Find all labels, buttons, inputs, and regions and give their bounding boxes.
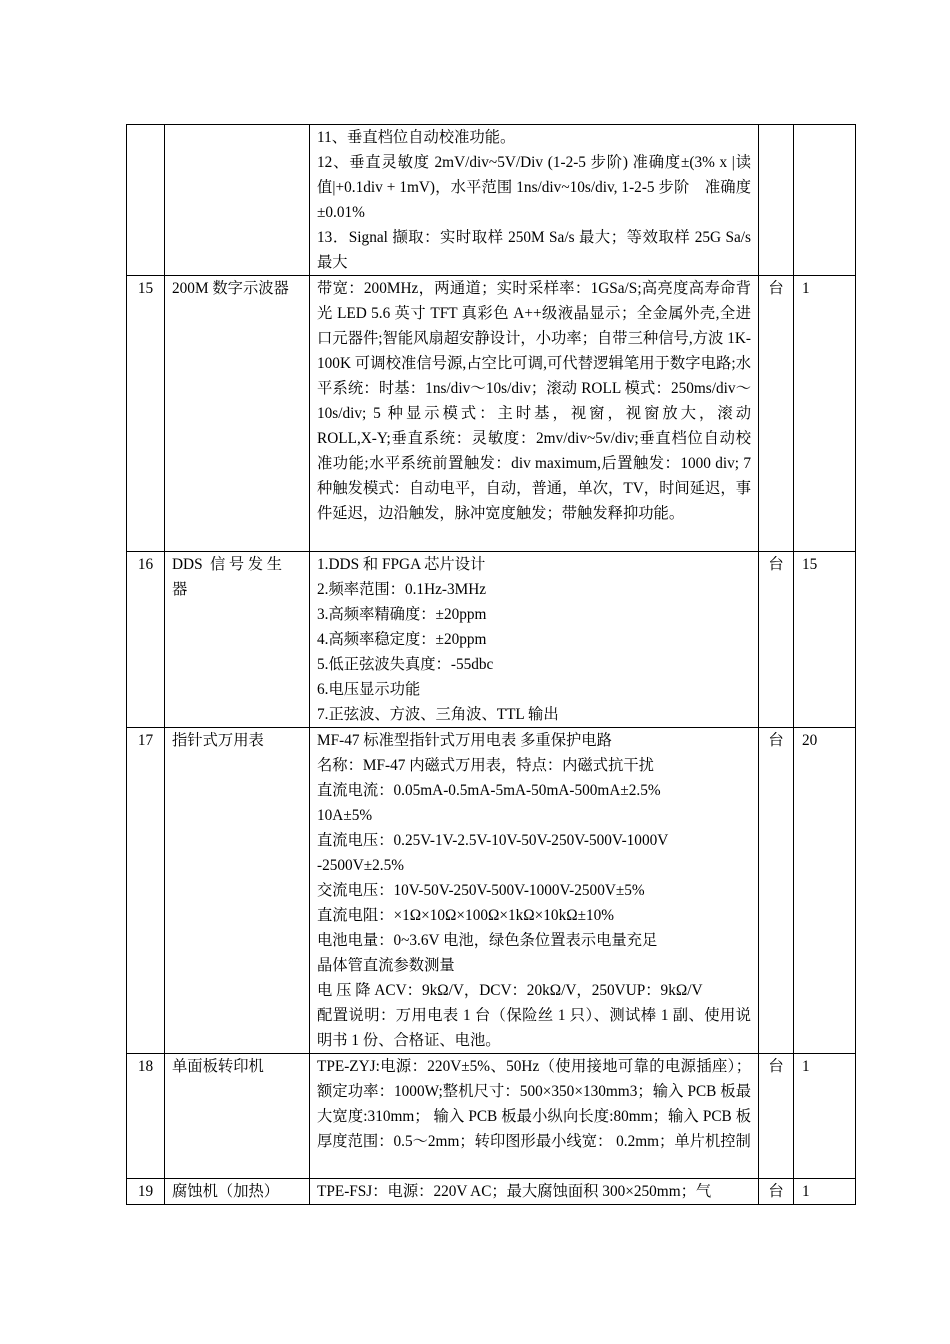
spec-line: 电池电量：0~3.6V 电池，绿色条位置表示电量充足 bbox=[317, 932, 658, 949]
table-row bbox=[127, 1179, 856, 1205]
spec-line: 3.高频率精确度：±20ppm bbox=[317, 606, 487, 623]
item-number-cell bbox=[127, 125, 165, 276]
item-number-cell: 19 bbox=[127, 1179, 165, 1205]
spec-line: 直流电压：0.25V-1V-2.5V-10V-50V-250V-500V-1000V bbox=[317, 832, 669, 849]
item-spec-cell bbox=[310, 276, 759, 552]
spec-line: 4.高频率稳定度：±20ppm bbox=[317, 631, 487, 648]
spec-line: 6.电压显示功能 bbox=[317, 681, 421, 698]
spec-line: 2.频率范围：0.1Hz-3MHz bbox=[317, 581, 487, 598]
item-spec-cell bbox=[310, 1179, 759, 1205]
table-row bbox=[127, 1054, 856, 1179]
spec-paragraph: 带宽：200MHz，两通道；实时采样率：1GSa/S;高亮度高寿命背光 LED 5.6 英寸 TFT 真彩色 A++级液晶显示；全金属外壳,全进口元器件;智能风扇超安静设计，小功率；自带三种信号,方波 1K-100K 可调校准信号源,占空比可调,可代替逻辑笔用于数字电路;水平系统：时基：1ns/div～10s/div；滚动 ROLL 模式：250ms/div～10s/div; 5 种显示模式：主时基，视窗，视窗放大，滚动 ROLL,X-Y;垂直系统：灵敏度：2mv/div~5v/div;垂直档位自动校准功能;水平系统前置触发：div maximum,后置触发：1000 div; 7 种触发模式：自动电平，自动，普通，单次，TV，时间延迟，事件延迟，边沿触发，脉冲宽度触发；带触发释抑功能。 bbox=[317, 280, 751, 522]
item-number-cell: 15 bbox=[127, 276, 165, 552]
item-qty-cell: 1 bbox=[794, 276, 856, 552]
spec-line: 电 压 降 ACV：9kΩ/V，DCV：20kΩ/V，250VUP：9kΩ/V bbox=[317, 982, 703, 999]
item-number-cell: 17 bbox=[127, 728, 165, 1054]
item-name-cell bbox=[165, 125, 310, 276]
spec-line: 名称：MF-47 内磁式万用表，特点：内磁式抗干扰 bbox=[317, 757, 654, 774]
table-row bbox=[127, 125, 856, 276]
item-qty-cell: 20 bbox=[794, 728, 856, 1054]
spec-paragraph: TPE-ZYJ:电源：220V±5%、50Hz（使用接地可靠的电源插座）；额定功率：1000W;整机尺寸：500×350×130mm3；输入 PCB 板最大宽度:310mm； 输入 PCB 板最小纵向长度:80mm；输入 PCB 板厚度范围：0.5～2mm；转印图形最小线宽： 0.2mm；单片机控制 bbox=[317, 1058, 751, 1150]
item-spec-cell bbox=[310, 728, 759, 1054]
spec-line: 直流电流：0.05mA-0.5mA-5mA-50mA-500mA±2.5% bbox=[317, 782, 661, 799]
item-name-cell: 指针式万用表 bbox=[165, 728, 310, 1054]
item-number-cell: 16 bbox=[127, 552, 165, 728]
item-unit-cell: 台 bbox=[759, 1054, 794, 1179]
spec-line: 直流电阻：×1Ω×10Ω×100Ω×1kΩ×10kΩ±10% bbox=[317, 907, 615, 924]
spec-line: 12、垂直灵敏度 2mV/div~5V/Div (1-2-5 步阶) 准确度±(3% x |读值|+0.1div + 1mV)，水平范围 1ns/div~10s/div, 1-2-5 步阶 准确度±0.01% bbox=[317, 154, 751, 221]
item-qty-cell: 15 bbox=[794, 552, 856, 728]
spec-line: 11、垂直档位自动校准功能。 bbox=[317, 129, 516, 146]
item-spec-cell bbox=[310, 1054, 759, 1179]
spec-line: 13．Signal 撷取：实时取样 250M Sa/s 最大；等效取样 25G Sa/s 最大 bbox=[317, 229, 751, 271]
item-name-cell: 单面板转印机 bbox=[165, 1054, 310, 1179]
spec-line: 10A±5% bbox=[317, 807, 373, 824]
spec-line: 交流电压：10V-50V-250V-500V-1000V-2500V±5% bbox=[317, 882, 645, 899]
item-name-cell bbox=[165, 552, 310, 728]
equipment-spec-table bbox=[126, 124, 856, 1205]
item-unit-cell: 台 bbox=[759, 728, 794, 1054]
item-name-cell bbox=[165, 276, 310, 552]
spec-line: MF-47 标准型指针式万用电表 多重保护电路 bbox=[317, 732, 612, 749]
item-qty-cell: 1 bbox=[794, 1179, 856, 1205]
item-spec-cell bbox=[310, 552, 759, 728]
item-number-cell: 18 bbox=[127, 1054, 165, 1179]
item-name-cell: 腐蚀机（加热） bbox=[165, 1179, 310, 1205]
spec-line: 1.DDS 和 FPGA 芯片设计 bbox=[317, 556, 486, 573]
table-row bbox=[127, 276, 856, 552]
item-name: DDS 信号发生器 bbox=[172, 556, 282, 598]
item-unit-cell: 台 bbox=[759, 276, 794, 552]
item-name: 200M 数字示波器 bbox=[172, 280, 289, 297]
spec-line: TPE-FSJ：电源：220V AC；最大腐蚀面积 300×250mm；气 bbox=[317, 1183, 712, 1200]
spec-line: 5.低正弦波失真度：-55dbc bbox=[317, 656, 494, 673]
item-unit-cell: 台 bbox=[759, 552, 794, 728]
spec-line: 7.正弦波、方波、三角波、TTL 输出 bbox=[317, 706, 559, 723]
item-spec-cell bbox=[310, 125, 759, 276]
item-qty-cell: 1 bbox=[794, 1054, 856, 1179]
spec-line: 晶体管直流参数测量 bbox=[317, 957, 455, 974]
item-unit-cell: 台 bbox=[759, 1179, 794, 1205]
spec-line: -2500V±2.5% bbox=[317, 857, 404, 874]
item-qty-cell bbox=[794, 125, 856, 276]
item-unit-cell bbox=[759, 125, 794, 276]
spec-line: 配置说明：万用电表 1 台（保险丝 1 只）、测试棒 1 副、使用说明书 1 份、合格证、电池。 bbox=[317, 1007, 751, 1049]
table-row bbox=[127, 552, 856, 728]
table-row bbox=[127, 728, 856, 1054]
